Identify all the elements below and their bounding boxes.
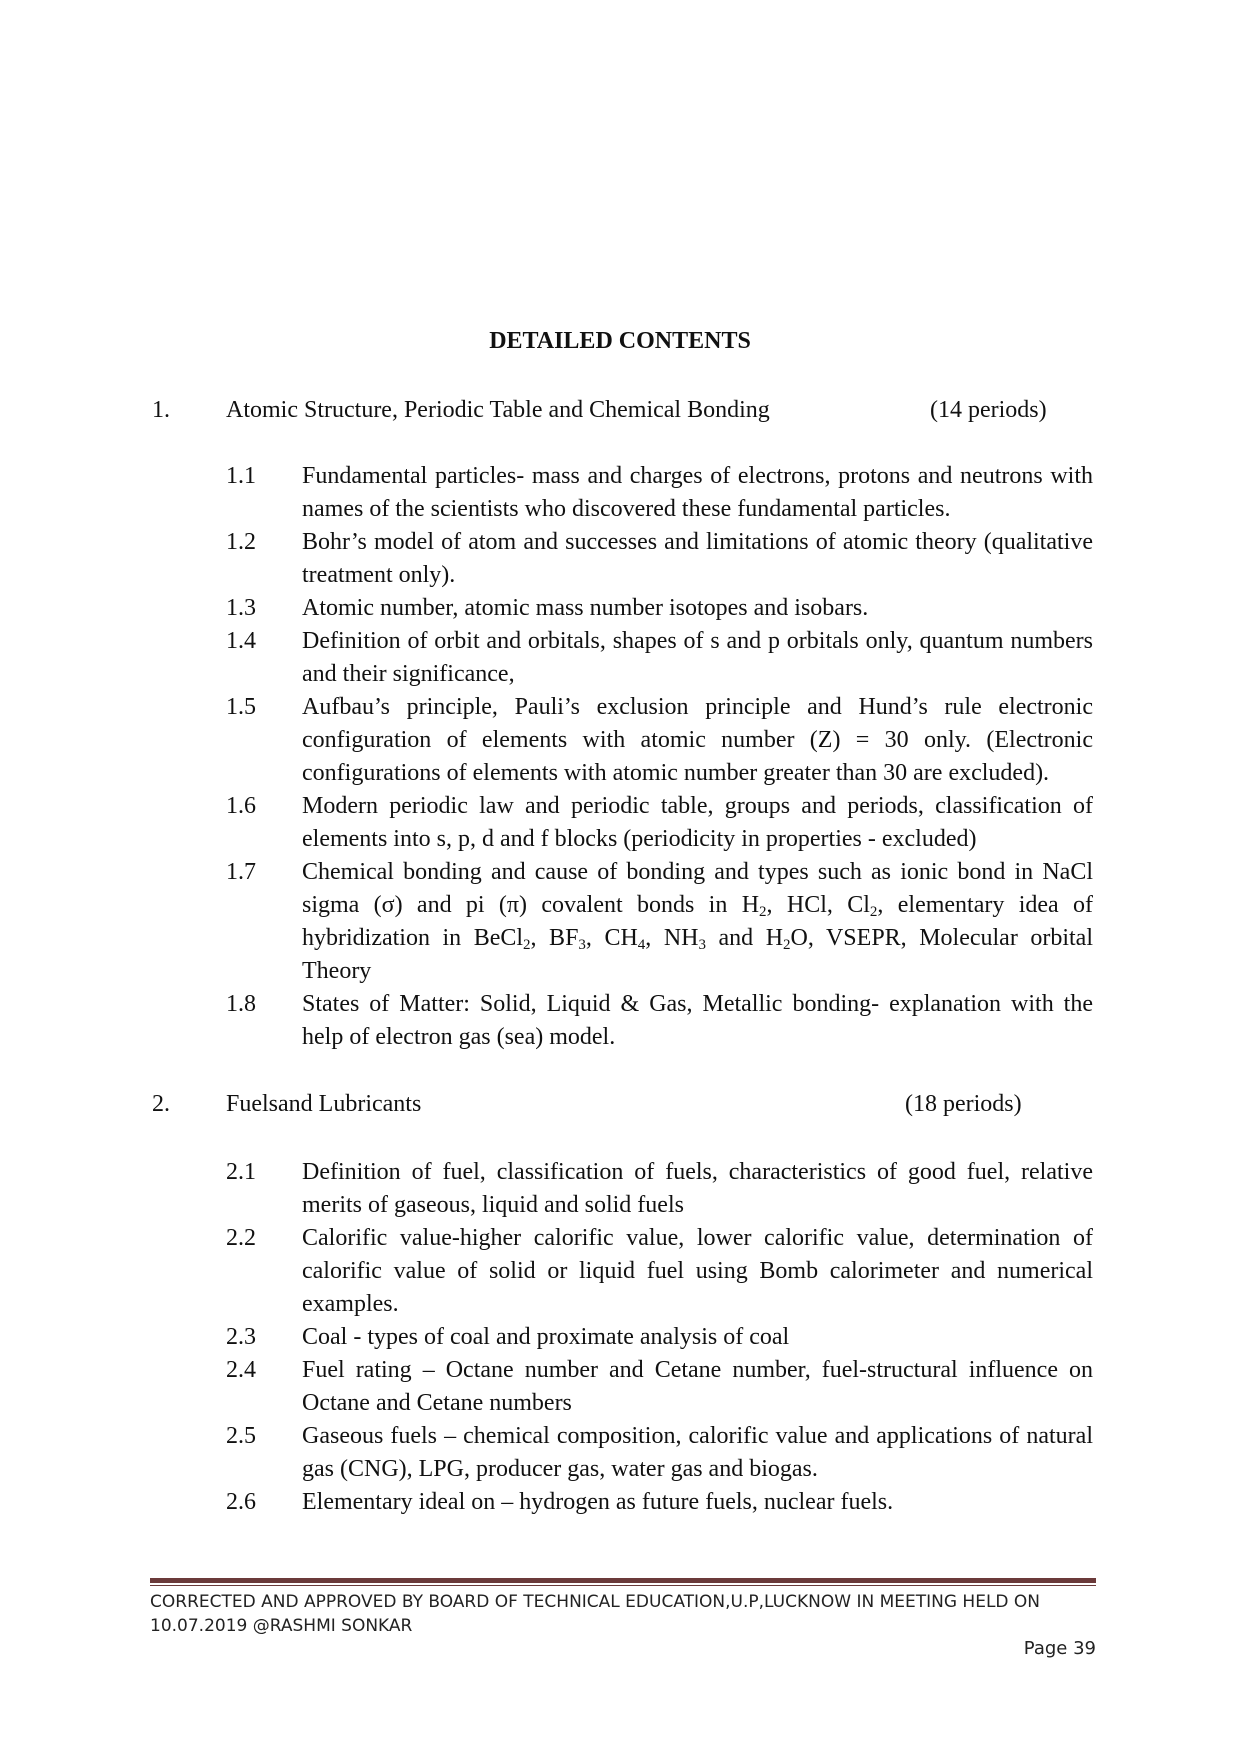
item-number: 2.4	[226, 1357, 256, 1383]
item-number: 1.6	[226, 793, 256, 819]
unit-periods: (18 periods)	[905, 1091, 1022, 1117]
item-text: Fuel rating – Octane number and Cetane number, fuel-structural influence on Octane and Cetane numbers	[302, 1357, 1093, 1416]
unit-periods: (14 periods)	[930, 397, 1047, 423]
item-text: Elementary ideal on – hydrogen as future fuels, nuclear fuels.	[302, 1489, 894, 1515]
item-number: 2.1	[226, 1159, 256, 1185]
page-number: Page 39	[1023, 1638, 1096, 1659]
item-number: 1.1	[226, 463, 256, 489]
item-text: Definition of fuel, classification of fuels, characteristics of good fuel, relative merits of gaseous, liquid and solid fuels	[302, 1159, 1093, 1218]
item-number: 1.3	[226, 595, 256, 621]
item-text: Coal - types of coal and proximate analysis of coal	[302, 1324, 790, 1350]
unit-header	[0, 396, 1240, 424]
unit-number: 1.	[152, 397, 170, 423]
item-number: 1.7	[226, 859, 256, 885]
unit-header	[0, 1090, 1240, 1118]
item-number: 1.5	[226, 694, 256, 720]
item-number: 2.5	[226, 1423, 256, 1449]
unit-number: 2.	[152, 1091, 170, 1117]
item-number: 2.2	[226, 1225, 256, 1251]
item-text: Bohr’s model of atom and successes and limitations of atomic theory (qualitative treatment only).	[302, 529, 1093, 588]
item-text: States of Matter: Solid, Liquid & Gas, Metallic bonding- explanation with the help of electron gas (sea) model.	[302, 991, 1093, 1050]
item-text: Modern periodic law and periodic table, groups and periods, classification of elements into s, p, d and f blocks (periodicity in properties - excluded)	[302, 793, 1093, 852]
item-number: 1.2	[226, 529, 256, 555]
item-number: 2.6	[226, 1489, 256, 1515]
item-text: Fundamental particles- mass and charges of electrons, protons and neutrons with names of the scientists who discovered these fundamental particles.	[302, 463, 1093, 522]
item-text: Atomic number, atomic mass number isotopes and isobars.	[302, 595, 869, 621]
item-text: Aufbau’s principle, Pauli’s exclusion principle and Hund’s rule electronic configuration of elements with atomic number (Z) = 30 only. (Electronic configurations of elements with atomic number greater than 30 are excluded).	[302, 694, 1093, 786]
item-text: Chemical bonding and cause of bonding and types such as ionic bond in NaCl sigma (σ) and pi (π) covalent bonds in $H_2$, HCl, $Cl_2$, elementary idea of hybridization in BeCl$_2$, $BF_3$, $CH_4$, $NH_3$ and $H_2O$, VSEPR, Molecular orbital Theory	[302, 859, 1093, 984]
unit-title: Fuelsand Lubricants	[226, 1091, 422, 1117]
footer-divider	[150, 1578, 1096, 1583]
item-text: Gaseous fuels – chemical composition, calorific value and applications of natural gas (CNG), LPG, producer gas, water gas and biogas.	[302, 1423, 1093, 1482]
page-heading: DETAILED CONTENTS	[489, 328, 751, 354]
item-number: 1.8	[226, 991, 256, 1017]
footer-divider-thin	[150, 1585, 1096, 1586]
item-text: Definition of orbit and orbitals, shapes of s and p orbitals only, quantum numbers and their significance,	[302, 628, 1093, 687]
item-number: 1.4	[226, 628, 256, 654]
item-number: 2.3	[226, 1324, 256, 1350]
footer-approval-note: CORRECTED AND APPROVED BY BOARD OF TECHNICAL EDUCATION,U.P,LUCKNOW IN MEETING HELD ON 10.07.2019 @RASHMI SONKAR	[150, 1592, 1041, 1636]
item-text: Calorific value-higher calorific value, lower calorific value, determination of calorific value of solid or liquid fuel using Bomb calorimeter and numerical examples.	[302, 1225, 1093, 1317]
unit-title: Atomic Structure, Periodic Table and Chemical Bonding	[226, 397, 770, 423]
